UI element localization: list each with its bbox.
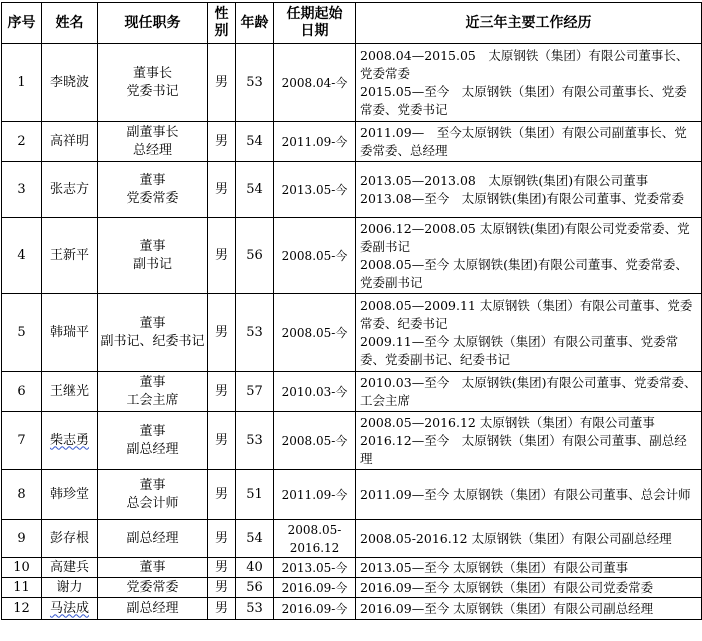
age-cell: 53: [236, 294, 274, 372]
experience-line: 2009.11—至今 太原钢铁（集团）有限公司董事、党委常委、党委副书记、纪委书记: [360, 333, 679, 367]
experience-line: 2016.12—至今 太原钢铁（集团）有限公司董事、副总经理: [360, 432, 687, 466]
person-name: [42, 218, 98, 294]
position-cell: [98, 558, 208, 578]
position-line: 副总经理: [126, 441, 179, 457]
person-name: [42, 294, 98, 372]
gender-cell: 男: [208, 520, 236, 558]
gender-cell: 男: [208, 558, 236, 578]
experience-cell: [356, 412, 702, 470]
position-line: 董事长: [132, 65, 172, 81]
row-number: 6: [2, 372, 42, 412]
person-name: [42, 372, 98, 412]
position-line: 董事: [139, 315, 166, 331]
position-line: 总会计师: [126, 495, 179, 511]
position-line: 党委书记: [126, 83, 179, 99]
experience-cell: [356, 294, 702, 372]
experience-line: 2013.05—2013.08 太原钢铁(集团)有限公司董事: [360, 172, 649, 188]
position-cell: [98, 294, 208, 372]
position-line: 副书记、纪委书记: [100, 333, 205, 349]
table-row: [2, 598, 702, 620]
person-name: [42, 558, 98, 578]
gender-cell: 男: [208, 412, 236, 470]
person-name-text: 王新平: [49, 247, 89, 263]
position-cell: [98, 578, 208, 598]
position-line: 副书记: [132, 256, 172, 272]
row-number: 2: [2, 122, 42, 162]
person-name: [42, 520, 98, 558]
position-cell: [98, 598, 208, 620]
row-number: 12: [2, 598, 42, 620]
person-name-text: 高建兵: [49, 559, 89, 575]
position-line: 副董事长: [126, 124, 179, 140]
age-cell: 56: [236, 578, 274, 598]
gender-cell: 男: [208, 578, 236, 598]
age-cell: 54: [236, 122, 274, 162]
table-row: [2, 412, 702, 470]
age-cell: 57: [236, 372, 274, 412]
header-position: 现任职务: [98, 3, 208, 44]
age-cell: 54: [236, 162, 274, 218]
position-line: 党委常委: [126, 190, 179, 206]
person-name: [42, 122, 98, 162]
header-no: 序号: [2, 3, 42, 44]
term-cell: [274, 578, 356, 598]
table-row: [2, 558, 702, 578]
position-line: 董事: [139, 172, 166, 188]
table-row: [2, 470, 702, 520]
position-line: 副总经理: [126, 600, 179, 616]
person-name-text: 李晓波: [49, 74, 89, 90]
position-line: 董事: [139, 477, 166, 493]
term-cell: [274, 558, 356, 578]
position-line: 董事: [139, 423, 166, 439]
term-cell: [274, 294, 356, 372]
term-line: 2011.09-今: [281, 487, 348, 502]
experience-cell: [356, 558, 702, 578]
experience-line: 2008.05—2009.11 太原钢铁（集团）有限公司董事、党委常委、纪委书记: [360, 297, 693, 331]
age-cell: 40: [236, 558, 274, 578]
position-line: 副总经理: [126, 530, 179, 546]
term-line: 2008.05-: [287, 522, 342, 537]
experience-line: 2015.05—至今 太原钢铁（集团）有限公司董事长、党委常委、党委书记: [360, 83, 687, 117]
experience-cell: [356, 162, 702, 218]
row-number: 4: [2, 218, 42, 294]
experience-line: 2006.12—2008.05 太原钢铁(集团)有限公司党委常委、党委副书记: [360, 220, 690, 254]
term-cell: [274, 44, 356, 122]
experience-cell: [356, 470, 702, 520]
position-cell: [98, 372, 208, 412]
person-name-text: 张志方: [49, 181, 89, 197]
experience-line: 2013.05—至今 太原钢铁（集团）有限公司董事: [360, 559, 629, 575]
person-name-text: 谢力: [56, 579, 83, 595]
table-row: [2, 44, 702, 122]
position-line: 董事: [139, 559, 166, 575]
position-cell: [98, 470, 208, 520]
gender-cell: 男: [208, 122, 236, 162]
experience-line: 2013.08—至今 太原钢铁(集团)有限公司董事、党委常委: [360, 190, 684, 206]
row-number: 7: [2, 412, 42, 470]
term-line: 2008.05-今: [281, 248, 348, 263]
table-row: [2, 294, 702, 372]
person-name-text: 彭存根: [49, 530, 89, 546]
person-name: [42, 470, 98, 520]
person-name: [42, 412, 98, 470]
experience-line: 2011.09— 至今太原钢铁（集团）有限公司副董事长、党委常委、总经理: [360, 124, 687, 158]
table-row: [2, 520, 702, 558]
experience-line: 2008.05—2016.12 太原钢铁（集团）有限公司董事: [360, 414, 655, 430]
row-number: 8: [2, 470, 42, 520]
position-cell: [98, 122, 208, 162]
table-row: [2, 372, 702, 412]
term-line: 2016.09-今: [281, 580, 348, 595]
person-name: [42, 44, 98, 122]
term-line: 2008.05-今: [281, 325, 348, 340]
experience-line: 2008.05-2016.12 太原钢铁（集团）有限公司副总经理: [360, 530, 672, 546]
table-row: [2, 162, 702, 218]
person-name-text: 韩瑞平: [49, 324, 89, 340]
term-line: 2008.04-今: [281, 75, 348, 90]
term-cell: [274, 372, 356, 412]
experience-cell: [356, 122, 702, 162]
term-cell: [274, 122, 356, 162]
experience-cell: [356, 578, 702, 598]
age-cell: 54: [236, 520, 274, 558]
term-cell: [274, 412, 356, 470]
term-line: 2008.05-今: [281, 433, 348, 448]
experience-cell: [356, 44, 702, 122]
person-name-text: 韩珍堂: [49, 486, 89, 502]
gender-cell: 男: [208, 470, 236, 520]
position-line: 董事: [139, 238, 166, 254]
term-cell: [274, 218, 356, 294]
person-name-text: 高祥明: [49, 133, 89, 149]
gender-cell: 男: [208, 162, 236, 218]
position-cell: [98, 162, 208, 218]
row-number: 10: [2, 558, 42, 578]
experience-line: 2008.05—至今 太原钢铁(集团)有限公司董事、党委常委、党委副书记: [360, 256, 688, 290]
position-line: 党委常委: [126, 579, 179, 595]
person-name-text: 王继光: [49, 383, 89, 399]
position-line: 总经理: [132, 142, 172, 158]
row-number: 1: [2, 44, 42, 122]
term-line: 2011.09-今: [281, 134, 348, 149]
term-cell: [274, 162, 356, 218]
position-cell: [98, 44, 208, 122]
experience-cell: [356, 372, 702, 412]
gender-cell: 男: [208, 44, 236, 122]
age-cell: 53: [236, 44, 274, 122]
header-gender: 性别: [208, 3, 236, 44]
row-number: 3: [2, 162, 42, 218]
header-row: [2, 3, 702, 44]
row-number: 9: [2, 520, 42, 558]
gender-cell: 男: [208, 598, 236, 620]
gender-cell: 男: [208, 294, 236, 372]
person-name-text: 柴志勇: [49, 432, 89, 448]
position-line: 工会主席: [126, 392, 179, 408]
position-line: 董事: [139, 374, 166, 390]
term-line: 2013.05-今: [281, 560, 348, 575]
row-number: 5: [2, 294, 42, 372]
header-experience: 近三年主要工作经历: [356, 3, 702, 44]
age-cell: 53: [236, 598, 274, 620]
header-term: 任期起始日期: [274, 3, 356, 44]
table-row: [2, 218, 702, 294]
person-name: [42, 162, 98, 218]
experience-cell: [356, 520, 702, 558]
age-cell: 53: [236, 412, 274, 470]
term-line: 2016.12: [289, 540, 340, 555]
experience-line: 2016.09—至今 太原钢铁（集团）有限公司副总经理: [360, 600, 654, 616]
experience-line: 2016.09—至今 太原钢铁（集团）有限公司党委常委: [360, 579, 654, 595]
experience-line: 2010.03—至今 太原钢铁(集团)有限公司董事、党委常委、工会主席: [360, 374, 697, 408]
age-cell: 56: [236, 218, 274, 294]
term-line: 2010.03-今: [281, 384, 348, 399]
position-cell: [98, 520, 208, 558]
experience-line: 2011.09—至今 太原钢铁（集团）有限公司董事、总会计师: [360, 486, 691, 502]
table-row: [2, 578, 702, 598]
position-cell: [98, 218, 208, 294]
position-cell: [98, 412, 208, 470]
experience-cell: [356, 218, 702, 294]
experience-cell: [356, 598, 702, 620]
header-name: 姓名: [42, 3, 98, 44]
person-name-text: 马法成: [49, 600, 89, 616]
gender-cell: 男: [208, 218, 236, 294]
experience-line: 2008.04—2015.05 太原钢铁（集团）有限公司董事长、党委常委: [360, 47, 689, 81]
executive-table: [1, 2, 702, 620]
age-cell: 51: [236, 470, 274, 520]
term-line: 2013.05-今: [281, 182, 348, 197]
gender-cell: 男: [208, 372, 236, 412]
header-age: 年龄: [236, 3, 274, 44]
table-row: [2, 122, 702, 162]
term-cell: [274, 598, 356, 620]
term-cell: [274, 520, 356, 558]
person-name: [42, 578, 98, 598]
term-cell: [274, 470, 356, 520]
row-number: 11: [2, 578, 42, 598]
person-name: [42, 598, 98, 620]
term-line: 2016.09-今: [281, 601, 348, 616]
